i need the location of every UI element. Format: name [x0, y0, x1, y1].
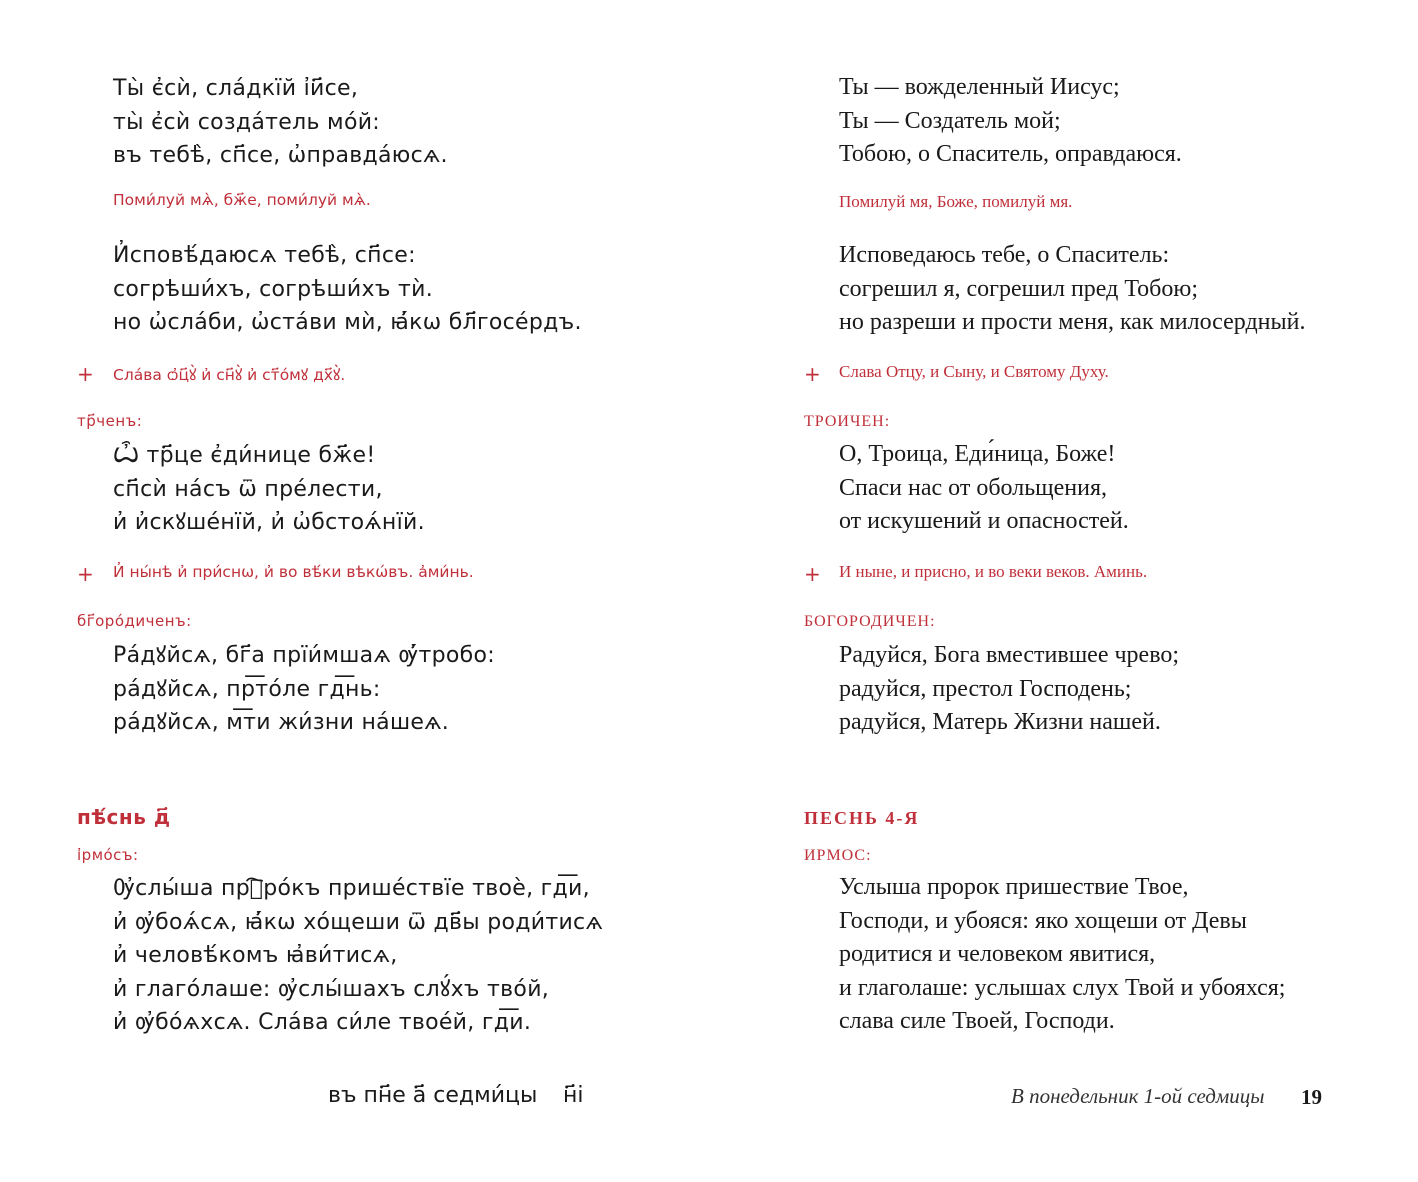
verse-line: ты̀ є҆сѝ созда́тель мо́й:	[113, 109, 381, 135]
verse-line: слава силе Твоей, Господи.	[839, 1008, 1115, 1034]
verse-4	[113, 639, 495, 740]
verse-line: и҆ человѣ́комъ ꙗ҆ви́тисѧ,	[113, 943, 398, 968]
label-bogorodichen: бг҃оро́диченъ:	[77, 612, 192, 630]
verse-line: но разреши и прости меня, как милосердный.	[839, 309, 1306, 335]
label-bogorodichen: БОГОРОДИЧЕН:	[804, 613, 936, 630]
verse-line: Ѽ тр҃це є҆ди́нице бж҃е!	[113, 443, 376, 468]
page-number: н҃і	[563, 1083, 584, 1108]
cross-mark: +	[804, 362, 821, 386]
verse-2	[113, 239, 582, 340]
verse-line: Ты — вожделенный Иисус;	[839, 74, 1120, 100]
verse-line: Радуйся, Бога вместившее чрево;	[839, 642, 1180, 668]
verse-line: родитися и человеком явитися,	[839, 941, 1156, 967]
verse-line: Тобою, о Спаситель, оправдаюся.	[839, 141, 1182, 167]
verse-line: Ѹ҆слы́ша прⷪ҇ро́къ прише́ствїе твоѐ, гд͞и,	[113, 876, 590, 901]
verse-5	[839, 871, 1285, 1039]
verse-line: радуйся, престол Господень;	[839, 675, 1132, 702]
verse-line: и҆ глаго́лаше: ѹ҆слы́шахъ слꙋ́хъ тво́й,	[113, 976, 550, 1002]
refrain-nyne: И҆ ны́нѣ и҆ при́снѡ, и҆ во вѣ́ки вѣкѡ́въ. а҆ми́нь.	[113, 563, 474, 581]
running-footer: въ пн҃е а҃ седми́цы	[328, 1083, 538, 1108]
verse-line: и҆ ѹ҆бо́ѧхсѧ. Сла́ва си́ле твое́й, гд͞и.	[113, 1010, 532, 1035]
heading-pesn: пѣ́снь д҃	[77, 805, 171, 829]
verse-line: ра́дꙋйсѧ, м͞ти жи́зни на́шеѧ.	[113, 710, 450, 735]
verse-line: радуйся, Матерь Жизни нашей.	[839, 709, 1161, 735]
verse-line: Ты — Создатель мой;	[839, 107, 1061, 134]
verse-line: согрешил я, согрешил пред Тобою;	[839, 275, 1198, 302]
refrain-slava: Сла́ва ѻ҆ц҃ꙋ̀ и҆ сн҃ꙋ̀ и҆ ст҃о́мꙋ дх҃ꙋ̀.	[113, 366, 346, 384]
page-number: 19	[1301, 1085, 1322, 1109]
verse-1	[113, 72, 448, 173]
label-troichen: тр҃ченъ:	[77, 412, 143, 430]
running-footer: В понедельник 1-ой седмицы	[1011, 1084, 1265, 1108]
verse-line: Спаси нас от обольщения,	[839, 474, 1107, 501]
heading-pesn: ПЕСНЬ 4-Я	[804, 808, 920, 828]
refrain-nyne: И ныне, и присно, и во веки веков. Аминь.	[839, 562, 1148, 581]
verse-4	[839, 639, 1179, 740]
verse-line: Ра́дꙋйсѧ, бг҃а прїи́мшаѧ ѹ҆́тробо:	[113, 643, 495, 668]
verse-3	[113, 439, 425, 540]
verse-line: и҆ и҆скꙋше́нїй, и҆ ѡ҆бстоѧ́нїй.	[113, 510, 425, 535]
refrain-pomiluy: Поми́луй мѧ̀, бж҃е, поми́луй мѧ̀.	[113, 191, 371, 209]
verse-line: сп҃сѝ на́съ ѿ пре́лести,	[113, 476, 383, 502]
verse-line: Услыша пророк пришествие Твое,	[839, 874, 1189, 900]
label-troichen: ТРОИЧЕН:	[804, 413, 891, 430]
refrain-pomiluy: Помилуй мя, Боже, помилуй мя.	[839, 192, 1073, 211]
verse-5	[113, 872, 603, 1040]
verse-line: и҆ ѹ҆боѧ́сѧ, ꙗ҆́кѡ хо́щеши ѿ дв҃ы роди́тисѧ	[113, 909, 603, 935]
cross-mark: +	[77, 362, 94, 386]
verse-line: но ѡ҆сла́би, ѡ҆ста́ви мѝ, ꙗ҆́кѡ бл҃госе́рдъ.	[113, 310, 582, 335]
verse-line: Ты̀ є҆сѝ, сла́дкїй і҆и҃се,	[113, 76, 359, 101]
verse-line: И҆сповѣ́даюсѧ тебѣ̀, сп҃се:	[113, 243, 416, 268]
label-irmos: і҆рмо́съ:	[77, 846, 139, 864]
verse-line: и глаголаше: услышах слух Твой и убояхся;	[839, 974, 1286, 1001]
verse-2	[839, 239, 1305, 340]
verse-line: въ тебѣ̀, сп҃се, ѡ҆правда́юсѧ.	[113, 143, 448, 168]
cross-mark: +	[804, 562, 821, 586]
verse-1	[839, 71, 1182, 172]
verse-3	[839, 438, 1129, 539]
label-irmos: ИРМОС:	[804, 847, 872, 864]
cross-mark: +	[77, 562, 94, 586]
verse-line: Исповедаюсь тебе, о Спаситель:	[839, 242, 1170, 268]
verse-line: согрѣши́хъ, согрѣши́хъ тѝ.	[113, 276, 433, 302]
refrain-slava: Слава Отцу, и Сыну, и Святому Духу.	[839, 362, 1109, 381]
verse-line: от искушений и опасностей.	[839, 508, 1129, 534]
verse-line: О, Троица, Еди́ница, Боже!	[839, 441, 1116, 467]
verse-line: Господи, и убояся: яко хощеши от Девы	[839, 907, 1247, 934]
verse-line: ра́дꙋйсѧ, пр͞то́ле гд͞нь:	[113, 676, 381, 702]
